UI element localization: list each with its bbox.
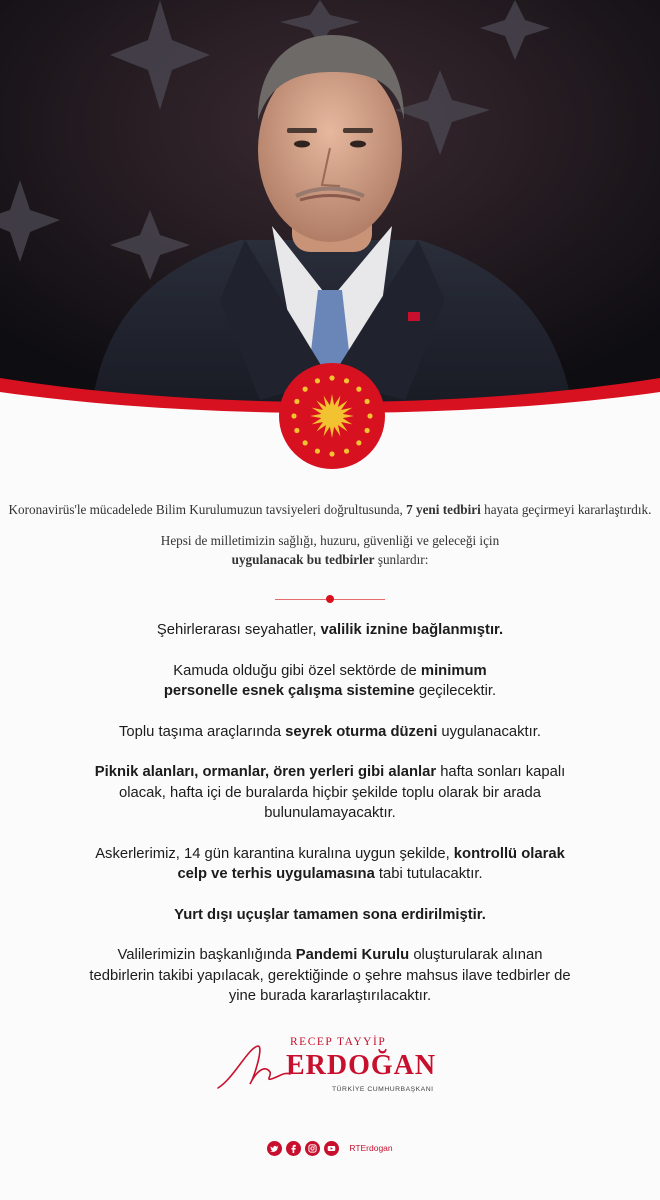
presidential-seal-icon <box>278 362 386 470</box>
facebook-icon[interactable] <box>286 1141 301 1156</box>
signature-block <box>214 1032 454 1102</box>
divider-dot <box>326 595 334 603</box>
intro-paragraph-2: Hepsi de milletimizin sağlığı, huzuru, güvenliği ve geleceği için uygulanacak bu tedbirler şunlardır: <box>160 533 500 567</box>
twitter-icon[interactable] <box>267 1141 282 1156</box>
measure-item: Toplu taşıma araçlarında seyrek oturma düzeni uygulanacaktır. <box>119 723 541 740</box>
hero-photo <box>0 0 660 420</box>
youtube-icon[interactable] <box>324 1141 339 1156</box>
measures-list <box>70 620 590 1027</box>
social-handle[interactable]: RTErdogan <box>349 1143 393 1153</box>
measure-item: Askerlerimiz, 14 gün karantina kuralına uygun şekilde, kontrollü olarak celp ve terhis uygulamasına tabi tutulacaktır. <box>95 845 565 882</box>
measure-item: Kamuda olduğu gibi özel sektörde de minimum personelle esnek çalışma sistemine geçilecektir. <box>163 662 497 699</box>
measure-item: Şehirlerarası seyahatler, valilik iznine bağlanmıştır. <box>156 622 504 638</box>
portrait-illustration <box>0 0 660 420</box>
intro-text <box>0 500 660 569</box>
signature-scribble-icon <box>214 1038 294 1098</box>
section-divider <box>275 594 385 604</box>
social-bar <box>0 1138 660 1158</box>
intro-paragraph-1: Koronavirüs'le mücadelede Bilim Kurulumuzun tavsiyeleri doğrultusunda, 7 yeni tedbiri hayata geçirmeyi kararlaştırdık. <box>8 502 652 517</box>
measure-item: Piknik alanları, ormanlar, ören yerleri gibi alanlar hafta sonları kapalı olacak, hafta içi de buralarda hiçbir şekilde toplu olarak bir arada bulunulamayacaktır. <box>94 764 566 821</box>
signature-first-name: RECEP TAYYİP <box>290 1036 387 1048</box>
measure-item: Valilerimizin başkanlığında Pandemi Kurulu oluşturularak alınan tedbirlerin takibi yapılacak, gerektiğinde o şehre mahsus ilave tedbirler de yine burada kararlaştırılacaktır. <box>89 947 571 1004</box>
measure-item: Yurt dışı uçuşlar tamamen sona erdirilmiştir. <box>174 906 486 923</box>
instagram-icon[interactable] <box>305 1141 320 1156</box>
signature-last-name: ERDOĞAN <box>286 1050 437 1081</box>
signature-title: TÜRKİYE CUMHURBAŞKANI <box>332 1086 434 1093</box>
